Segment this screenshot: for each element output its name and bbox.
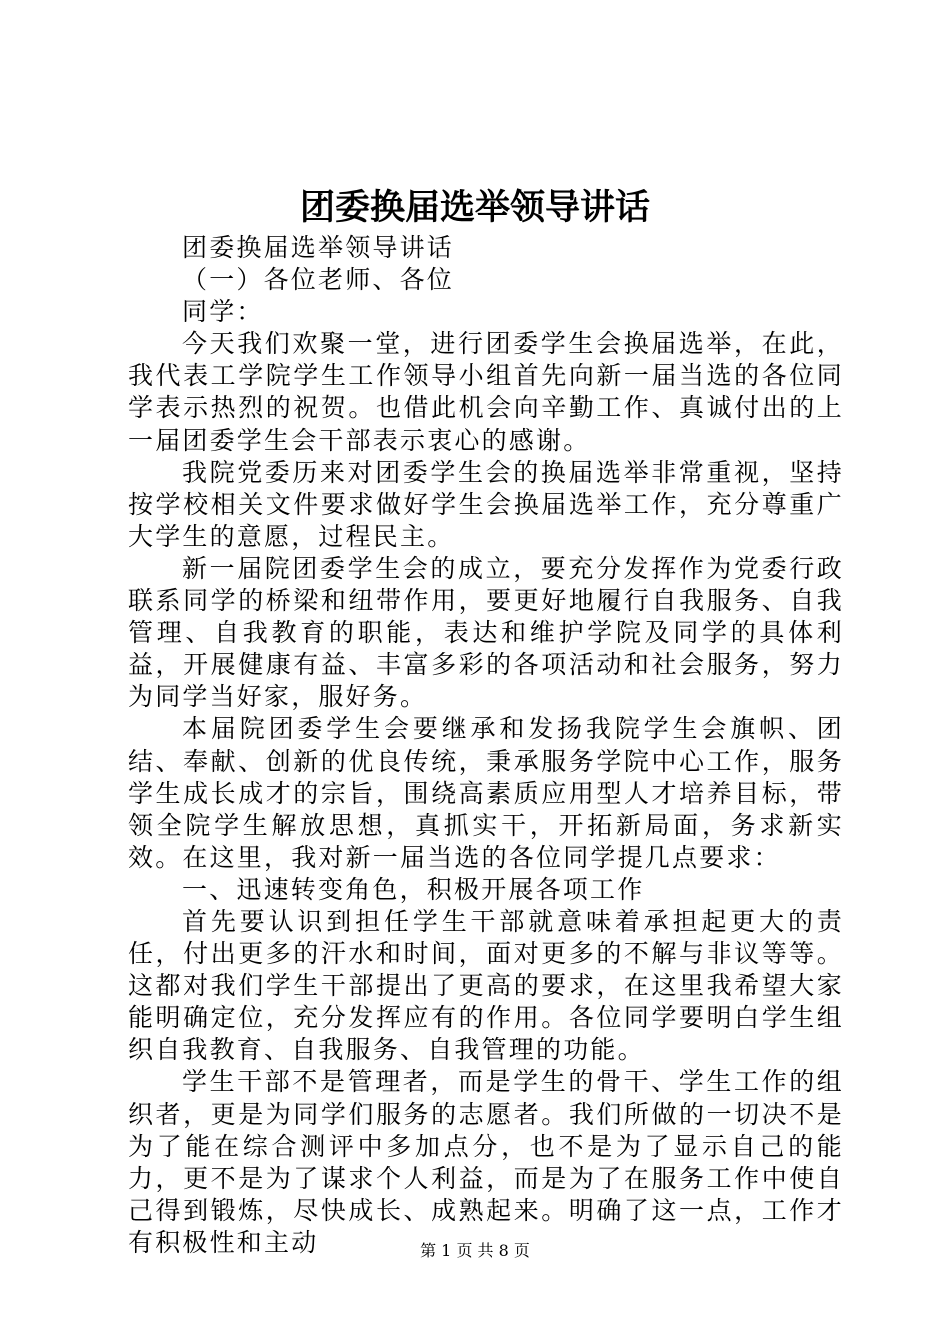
section-heading: 一、迅速转变角色，积极开展各项工作 xyxy=(182,874,645,904)
paragraph: 本届院团委学生会要继承和发扬我院学生会旗帜、团结、奉献、创新的优良传统，秉承服务学院中心工作，服务学生成长成才的宗旨，围绕高素质应用型人才培养目标，带领全院学生解放思想，真抓实干，开拓新局面，务求新实效。在这里，我对新一届当选的各位同学提几点要求： xyxy=(128,714,844,872)
paragraph: 我院党委历来对团委学生会的换届选举非常重视，坚持按学校相关文件要求做好学生会换届选举工作，充分尊重广大学生的意愿，过程民主。 xyxy=(128,457,844,551)
page-footer: 第 1 页 共 8 页 xyxy=(420,1241,530,1260)
paragraph: （一）各位老师、各位 xyxy=(182,265,455,295)
document-title: 团委换届选举领导讲话 xyxy=(299,187,650,228)
paragraph: 团委换届选举领导讲话 xyxy=(182,233,455,262)
paragraph: 今天我们欢聚一堂，进行团委学生会换届选举，在此，我代表工学院学生工作领导小组首先向新一届当选的各位同学表示热烈的祝贺。也借此机会向辛勤工作、真诚付出的上一届团委学生会干部表示衷心的感谢。 xyxy=(128,329,844,455)
paragraph: 学生干部不是管理者，而是学生的骨干、学生工作的组织者，更是为同学们服务的志愿者。我们所做的一切决不是为了能在综合测评中多加点分，也不是为了显示自己的能力，更不是为了谋求个人利益，而是为了在服务工作中使自己得到锻炼，尽快成长、成熟起来。明确了这一点，工作才有积极性和主动 xyxy=(128,1067,844,1257)
document-body xyxy=(128,232,844,1259)
paragraph: 新一届院团委学生会的成立，要充分发挥作为党委行政联系同学的桥梁和纽带作用，要更好地履行自我服务、自我管理、自我教育的职能，表达和维护学院及同学的具体利益，开展健康有益、丰富多彩的各项活动和社会服务，努力为同学当好家，服好务。 xyxy=(128,553,844,712)
paragraph: 首先要认识到担任学生干部就意味着承担起更大的责任，付出更多的汗水和时间，面对更多的不解与非议等等。这都对我们学生干部提出了更高的要求，在这里我希望大家能明确定位，充分发挥应有的作用。各位同学要明白学生组织自我教育、自我服务、自我管理的功能。 xyxy=(128,906,844,1065)
paragraph: 同学： xyxy=(182,297,264,327)
